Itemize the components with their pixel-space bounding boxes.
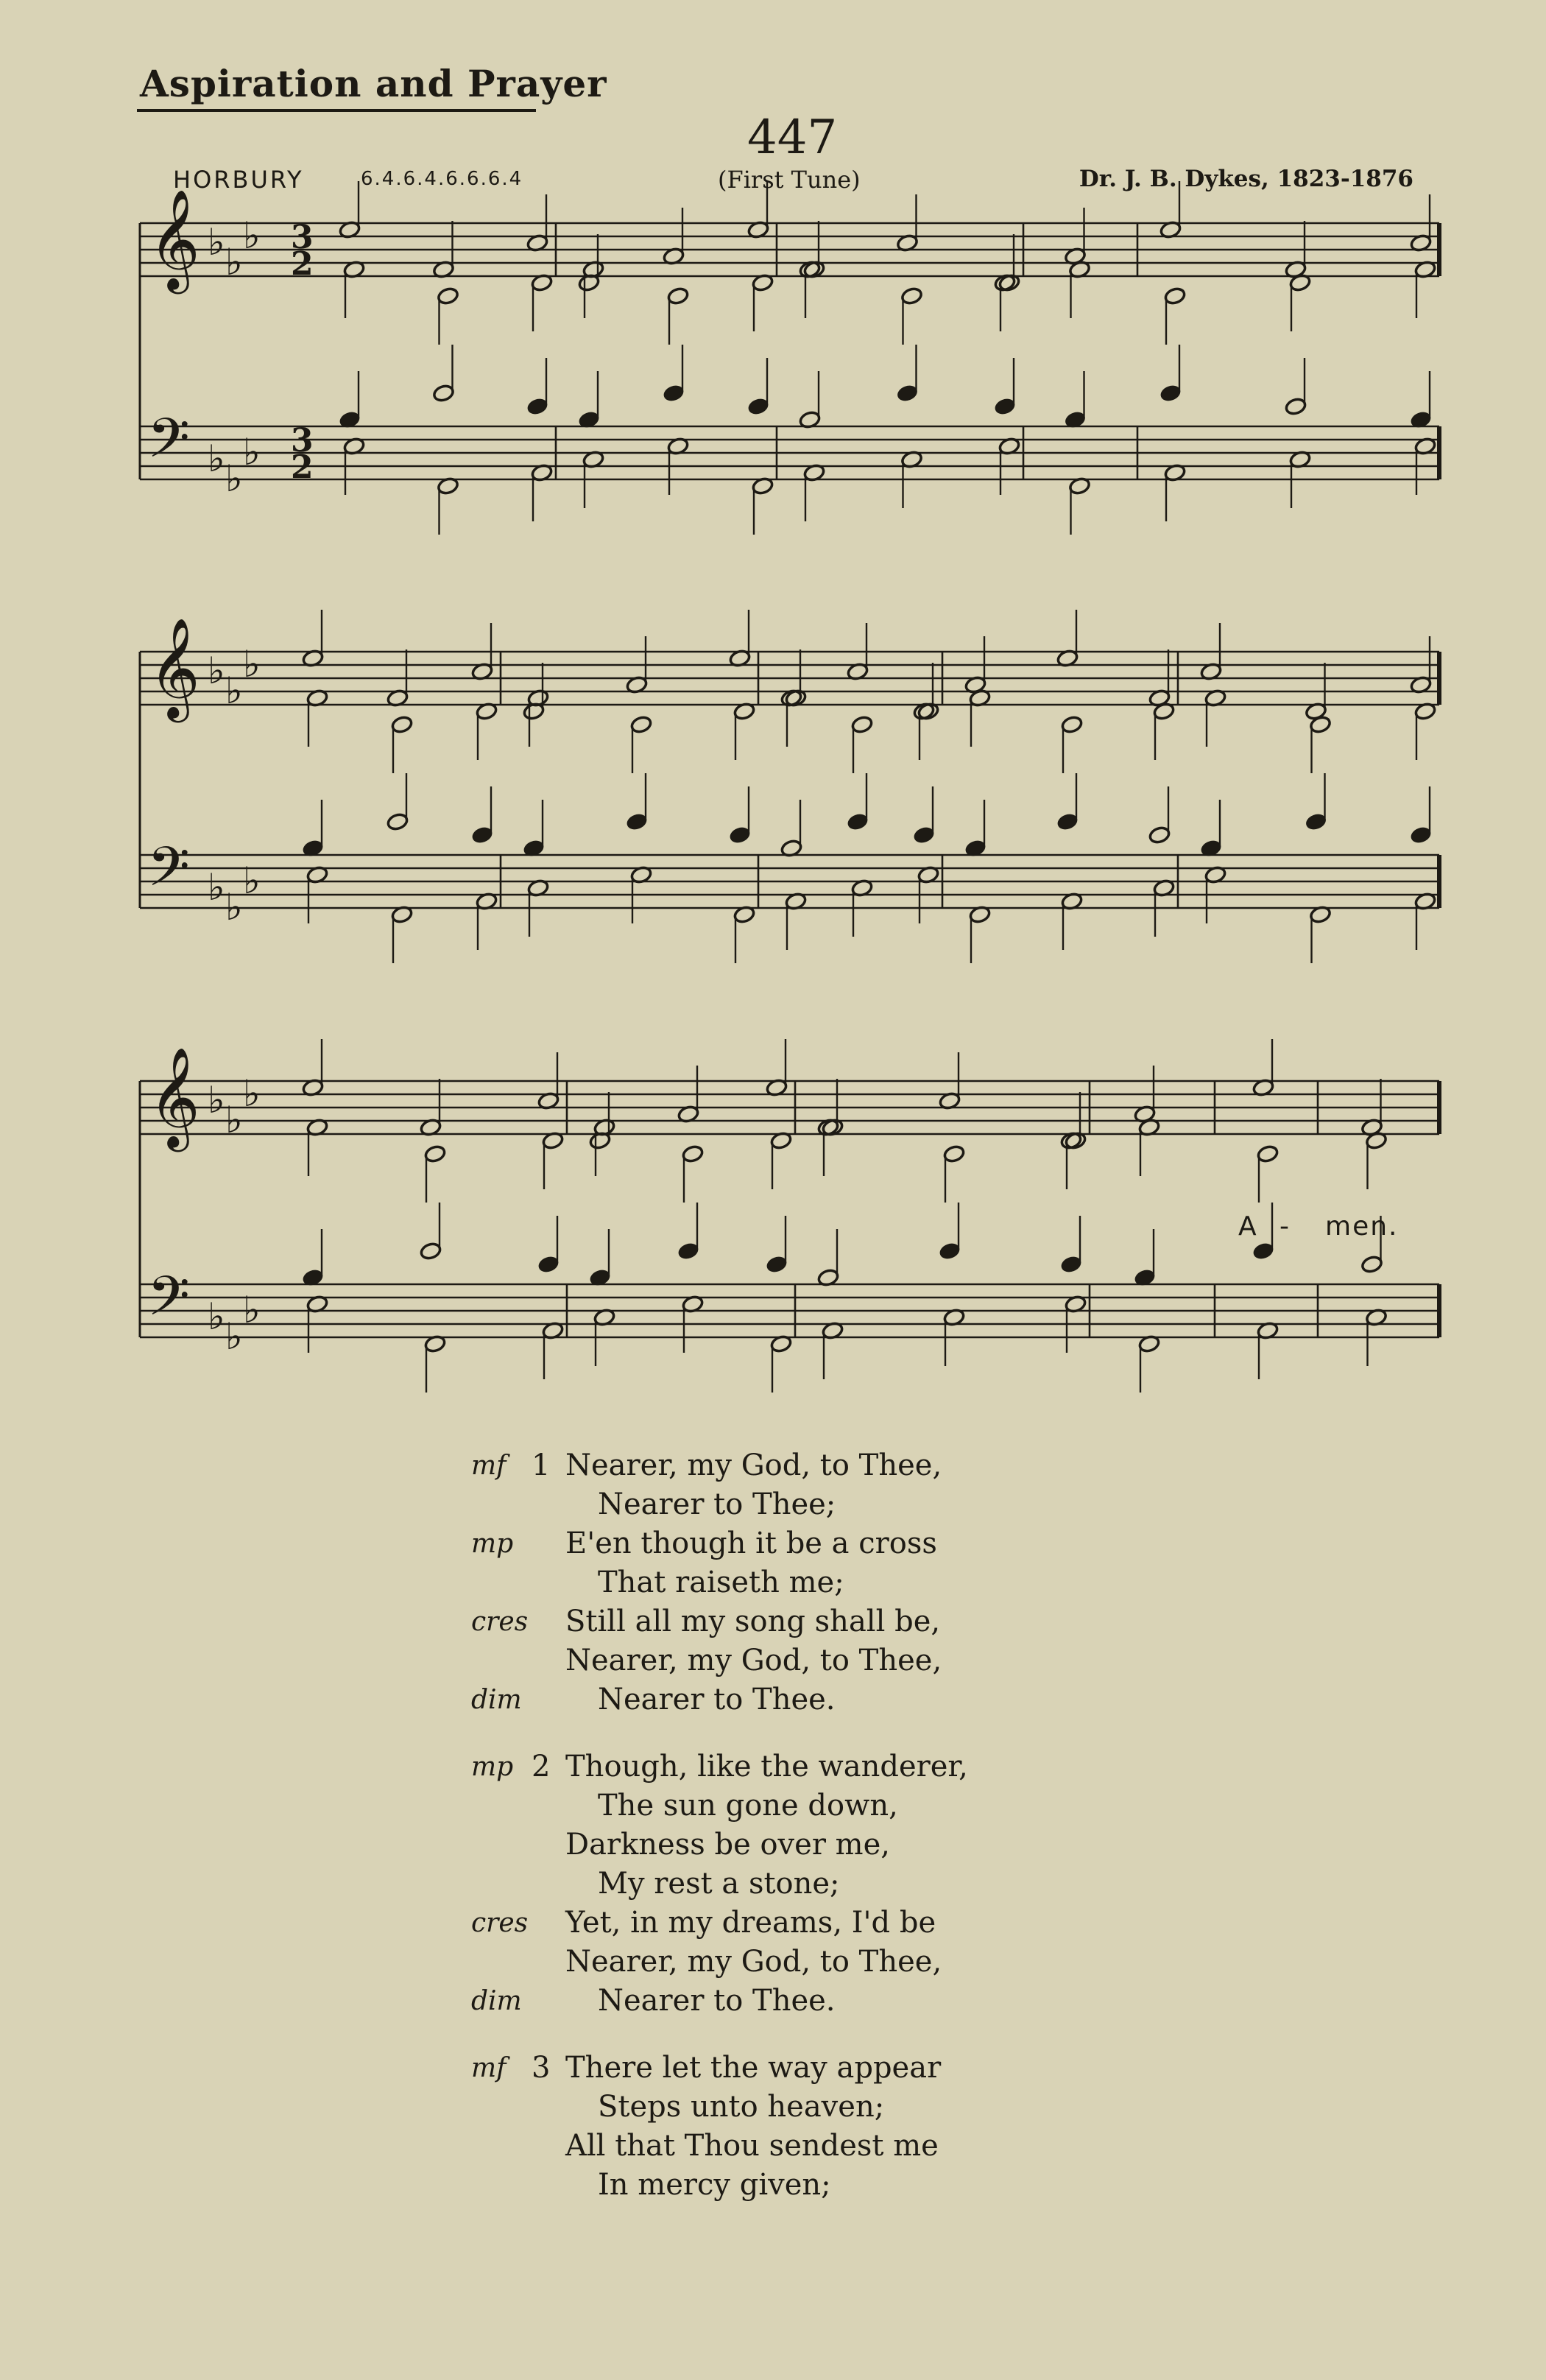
key-flat: ♭ (225, 1315, 243, 1358)
key-flat: ♭ (243, 1072, 261, 1115)
alto-note (437, 286, 459, 306)
key-flat: ♭ (208, 866, 225, 909)
tenor-note (663, 384, 685, 403)
tenor-note (913, 825, 936, 845)
verse-line: Nearer to Thee. (598, 1683, 836, 1717)
treble-clef: 𝄞 (149, 616, 200, 718)
tenor-note (896, 384, 919, 403)
tenor-note (729, 825, 752, 845)
tenor-note (1148, 825, 1171, 845)
tenor-note (939, 1242, 961, 1261)
tenor-note (747, 397, 770, 416)
verse-number: 1 (532, 1448, 551, 1482)
key-flat: ♭ (225, 1099, 243, 1141)
time-signature: 3 (291, 422, 314, 460)
section-title: Aspiration and Prayer (140, 62, 607, 105)
verse-line: Nearer to Thee; (598, 1488, 836, 1521)
tenor-note (471, 825, 494, 845)
verse-line: The sun gone down, (598, 1789, 898, 1823)
tenor-note (1285, 397, 1307, 416)
tenor-note (677, 1242, 700, 1261)
verse-line: Nearer, my God, to Thee, (565, 1644, 942, 1677)
tenor-note (1305, 812, 1327, 831)
verse-line: Yet, in my dreams, I'd be (565, 1906, 936, 1940)
tenor-note (1252, 1242, 1275, 1261)
key-flat: ♭ (225, 886, 243, 929)
bass-clef: 𝄢 (147, 1264, 190, 1342)
key-flat: ♭ (225, 241, 243, 284)
composer: Dr. J. B. Dykes, 1823-1876 (1079, 166, 1413, 192)
alto-note (391, 715, 414, 734)
verse-line: Nearer, my God, to Thee, (565, 1945, 942, 1979)
meter: 6.4.6.4.6.6.6.4 (361, 168, 523, 190)
tune-name: HORBURY (173, 166, 304, 194)
verse-line: Nearer to Thee. (598, 1984, 836, 2018)
tenor-note (537, 1255, 560, 1274)
alto-note (424, 1144, 447, 1163)
tenor-note (1360, 1255, 1383, 1274)
verse-number: 3 (532, 2051, 551, 2085)
verse-line: Still all my song shall be, (565, 1605, 941, 1638)
key-flat: ♭ (243, 1289, 261, 1331)
dynamic-marking: cres (471, 1607, 529, 1637)
alto-note (630, 715, 653, 734)
tenor-note (847, 812, 869, 831)
key-flat: ♭ (208, 221, 225, 264)
dynamic-marking: mf (471, 2053, 506, 2083)
key-flat: ♭ (208, 1079, 225, 1122)
amen-syllable-a: A (1238, 1211, 1258, 1242)
tenor-note (1060, 1255, 1083, 1274)
verse-line: Darkness be over me, (565, 1828, 890, 1862)
alto-note (682, 1144, 705, 1163)
alto-note (943, 1144, 966, 1163)
alto-note (667, 286, 690, 306)
dynamic-marking: cres (471, 1908, 529, 1938)
alto-note (900, 286, 923, 306)
verse-number: 2 (532, 1750, 551, 1784)
dynamic-marking: mp (471, 1529, 514, 1559)
dynamic-marking: mp (471, 1752, 514, 1782)
verse-line: My rest a stone; (598, 1867, 840, 1901)
amen-hyphen: - (1279, 1211, 1289, 1242)
tenor-note (432, 384, 455, 403)
treble-clef: 𝄞 (149, 188, 200, 289)
verse-line: That raiseth me; (598, 1566, 844, 1599)
alto-note (1061, 715, 1084, 734)
tenor-note (1410, 825, 1433, 845)
tune-label: (First Tune) (718, 166, 861, 194)
verse-line: E'en though it be a cross (565, 1527, 937, 1560)
verse-line: All that Thou sendest me (565, 2129, 939, 2163)
key-flat: ♭ (208, 649, 225, 692)
time-signature: 3 (291, 219, 314, 256)
verse-line: In mercy given; (598, 2168, 831, 2202)
bass-clef: 𝄢 (147, 835, 190, 912)
alto-note (1257, 1144, 1279, 1163)
dynamic-marking: dim (471, 1986, 522, 2016)
verse-line: Steps unto heaven; (598, 2090, 885, 2124)
key-flat: ♭ (225, 457, 243, 500)
amen-syllable-men: men. (1325, 1211, 1399, 1242)
time-signature: 2 (291, 448, 314, 486)
tenor-note (626, 812, 649, 831)
key-flat: ♭ (243, 431, 261, 473)
bass-clef: 𝄢 (147, 406, 190, 484)
tenor-note (526, 397, 549, 416)
tenor-note (420, 1242, 442, 1261)
tenor-note (1056, 812, 1079, 831)
alto-note (851, 715, 874, 734)
alto-note (1164, 286, 1187, 306)
dynamic-marking: dim (471, 1685, 522, 1715)
treble-clef: 𝄞 (149, 1046, 200, 1147)
tenor-note (386, 812, 409, 831)
tenor-note (766, 1255, 788, 1274)
tenor-note (1160, 384, 1182, 403)
hymn-number: 447 (747, 110, 838, 165)
key-flat: ♭ (208, 1295, 225, 1338)
verse-line: There let the way appear (565, 2051, 942, 2085)
key-flat: ♭ (243, 214, 261, 257)
key-flat: ♭ (225, 669, 243, 712)
verse-line: Nearer, my God, to Thee, (565, 1448, 942, 1482)
tenor-note (994, 397, 1017, 416)
key-flat: ♭ (243, 643, 261, 686)
verse-line: Though, like the wanderer, (565, 1750, 968, 1784)
key-flat: ♭ (208, 437, 225, 480)
key-flat: ♭ (243, 859, 261, 902)
dynamic-marking: mf (471, 1451, 506, 1481)
time-signature: 2 (291, 245, 314, 283)
